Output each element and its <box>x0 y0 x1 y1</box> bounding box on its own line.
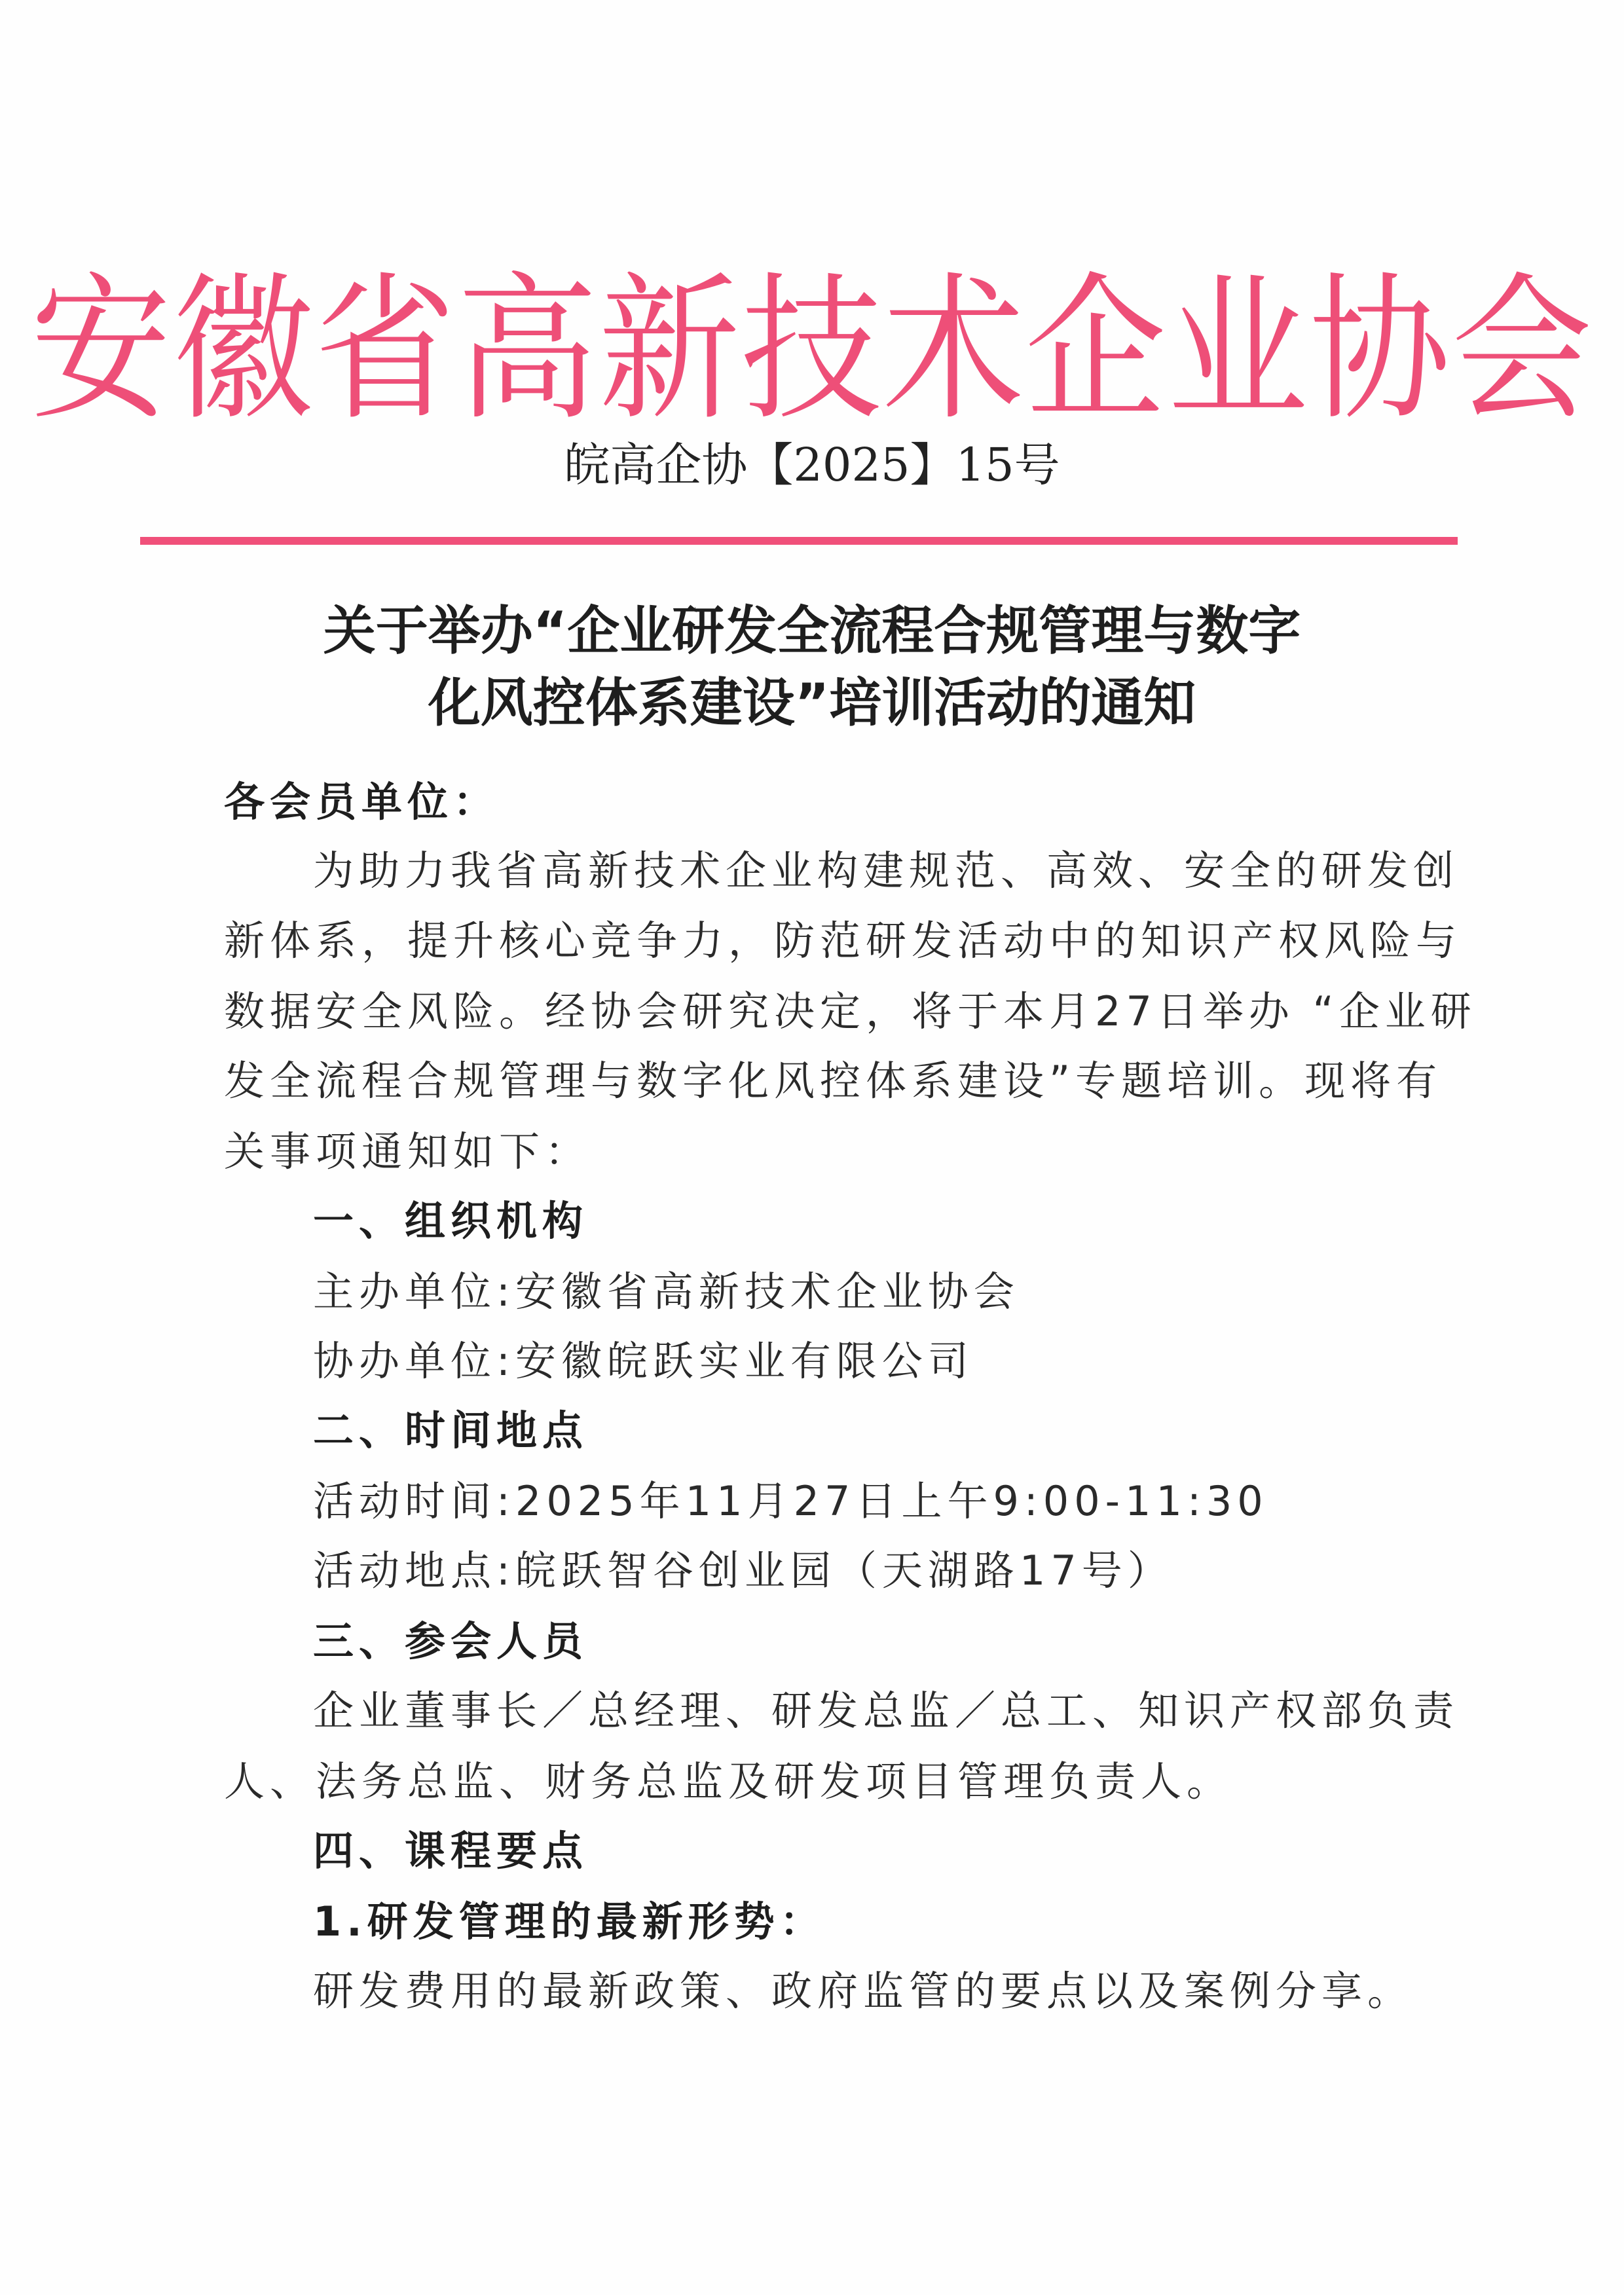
section-heading-course: 四、课程要点 <box>313 1827 589 1875</box>
intro-line: 数据安全风险。经协会研究决定，将于本月27日举办 “企业研 <box>224 987 1477 1035</box>
section-heading-time-place: 二、时间地点 <box>313 1406 589 1454</box>
intro-line: 新体系，提升核心竞争力，防范研发活动中的知识产权风险与 <box>224 917 1462 964</box>
intro-line: 为助力我省高新技术企业构建规范、高效、安全的研发创 <box>313 847 1460 894</box>
org-masthead: 安徽省高新技术企业协会 <box>30 257 1594 442</box>
host-unit: 主办单位:安徽省高新技术企业协会 <box>313 1268 1020 1315</box>
attendees-line: 企业董事长／总经理、研发总监／总工、知识产权部负责 <box>313 1687 1460 1735</box>
notice-title-line-1: 关于举办“企业研发全流程合规管理与数字 <box>323 600 1301 661</box>
attendees-line: 人、法务总监、财务总监及研发项目管理负责人。 <box>224 1757 1233 1805</box>
section-heading-organization: 一、组织机构 <box>313 1197 589 1245</box>
document-number: 皖高企协【2025】15号 <box>564 438 1060 492</box>
intro-line: 发全流程合规管理与数字化风控体系建设”专题培训。现将有 <box>224 1057 1443 1105</box>
event-place: 活动地点:皖跃智谷创业园（天湖路17号） <box>313 1547 1173 1594</box>
co-host-unit: 协办单位:安徽皖跃实业有限公司 <box>313 1337 974 1385</box>
intro-line: 关事项通知如下： <box>224 1128 591 1175</box>
salutation: 各会员单位： <box>224 778 500 826</box>
course-item-body: 研发费用的最新政策、政府监管的要点以及案例分享。 <box>313 1967 1414 2015</box>
red-divider <box>140 537 1458 545</box>
section-heading-attendees: 三、参会人员 <box>313 1617 589 1665</box>
course-item-title: 1.研发管理的最新形势： <box>313 1898 826 1945</box>
event-time: 活动时间:2025年11月27日上午9:00-11:30 <box>313 1477 1268 1525</box>
notice-title-line-2: 化风控体系建设”培训活动的通知 <box>428 672 1196 733</box>
